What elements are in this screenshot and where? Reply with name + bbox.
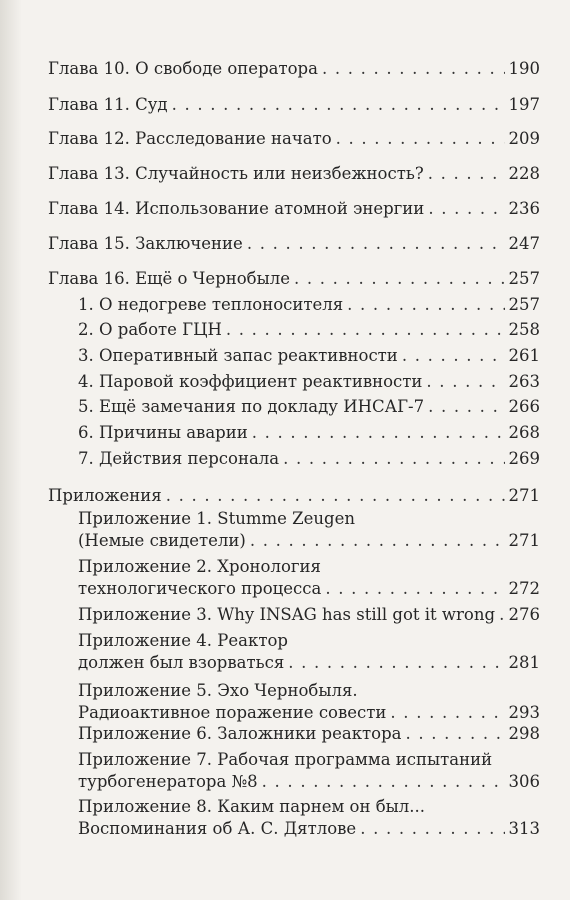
toc-title-line2: технологического процесса (78, 579, 322, 598)
toc-page-number: 281 (508, 653, 540, 672)
toc-title: Глава 11. Суд (48, 95, 168, 114)
toc-appendix-4[interactable] (0, 630, 570, 674)
toc-page-number: 228 (508, 164, 540, 183)
toc-page-number: 236 (508, 199, 540, 218)
toc-page-number: 209 (508, 129, 540, 148)
toc-title-line1: Приложение 1. Stumme Zeugen (78, 509, 355, 528)
toc-title: Глава 16. Ещё о Чернобыле (48, 269, 290, 288)
toc-title: 6. Причины аварии (78, 423, 248, 442)
toc-page-number: 257 (508, 269, 540, 288)
toc-title-line2: Радиоактивное поражение совести (78, 703, 387, 722)
toc-page-number: 306 (508, 772, 540, 791)
dot-leader (166, 485, 505, 507)
toc-title-line2: должен был взорваться (78, 653, 285, 672)
dot-leader (250, 530, 505, 552)
toc-title: 5. Ещё замечания по докладу ИНСАГ-7 (78, 397, 425, 416)
toc-title-line1: Приложение 8. Каким парнем он был... (78, 797, 425, 816)
toc-page-number: 271 (508, 486, 540, 505)
dot-leader (262, 771, 505, 793)
toc-page-number: 190 (508, 59, 540, 78)
toc-chapter-11[interactable] (0, 94, 570, 116)
toc-title: Приложение 6. Заложники реактора (78, 724, 402, 743)
dot-leader (428, 198, 504, 220)
toc-page-number: 269 (508, 449, 540, 468)
dot-leader (322, 58, 505, 80)
dot-leader (499, 604, 504, 626)
toc-title: Приложения (48, 486, 162, 505)
dot-leader (325, 578, 504, 600)
toc-title-line1: Приложение 5. Эхо Чернобыля. (78, 681, 358, 700)
dot-leader (360, 818, 504, 840)
toc-chapter-14[interactable] (0, 198, 570, 220)
dot-leader (347, 294, 504, 316)
toc-appendix-7[interactable] (0, 749, 570, 793)
toc-title: 2. О работе ГЦН (78, 320, 222, 339)
dot-leader (390, 702, 504, 724)
toc-page-number: 268 (508, 423, 540, 442)
dot-leader (336, 128, 505, 150)
dot-leader (283, 448, 504, 470)
dot-leader (172, 94, 505, 116)
dot-leader (402, 345, 505, 367)
toc-page-number: 266 (508, 397, 540, 416)
toc-section-2[interactable] (0, 319, 570, 341)
toc-page-number: 271 (508, 531, 540, 550)
dot-leader (428, 163, 505, 185)
toc-chapter-12[interactable] (0, 128, 570, 150)
toc-section-4[interactable] (0, 371, 570, 393)
toc-page-number: 276 (508, 605, 540, 624)
toc-appendix-6[interactable] (0, 723, 570, 745)
dot-leader (252, 422, 505, 444)
toc-title: Глава 12. Расследование начато (48, 129, 332, 148)
toc-title: 4. Паровой коэффициент реактивности (78, 372, 423, 391)
dot-leader (247, 233, 505, 255)
toc-section-3[interactable] (0, 345, 570, 367)
toc-title: 1. О недогреве теплоносителя (78, 295, 344, 314)
toc-title-line2: (Немые свидетели) (78, 531, 246, 550)
toc-title-line1: Приложение 4. Реактор (78, 631, 288, 650)
toc-appendix-8[interactable] (0, 796, 570, 840)
toc-title: Глава 10. О свободе оператора (48, 59, 318, 78)
dot-leader (288, 652, 504, 674)
toc-chapter-16[interactable] (0, 268, 570, 290)
toc-page-number: 263 (508, 372, 540, 391)
toc-section-6[interactable] (0, 422, 570, 444)
toc-page-number: 197 (508, 95, 540, 114)
toc-appendices[interactable] (0, 485, 570, 507)
toc-appendix-5[interactable] (0, 680, 570, 724)
toc-page-number: 272 (508, 579, 540, 598)
toc-title: Приложение 3. Why INSAG has still got it wrong (78, 605, 496, 624)
toc-chapter-10[interactable] (0, 58, 570, 80)
toc-page-number: 258 (508, 320, 540, 339)
toc-title-line1: Приложение 7. Рабочая программа испытаний (78, 750, 493, 769)
toc-section-5[interactable] (0, 396, 570, 418)
toc-title: Глава 14. Использование атомной энергии (48, 199, 425, 218)
dot-leader (406, 723, 505, 745)
dot-leader (428, 396, 504, 418)
toc-page-number: 298 (508, 724, 540, 743)
toc-appendix-1[interactable] (0, 508, 570, 552)
toc-title-line1: Приложение 2. Хронология (78, 557, 321, 576)
toc-section-1[interactable] (0, 294, 570, 316)
toc-title: Глава 15. Заключение (48, 234, 243, 253)
toc-page-number: 261 (508, 346, 540, 365)
dot-leader (226, 319, 505, 341)
toc-title: Глава 13. Случайность или неизбежность? (48, 164, 424, 183)
toc-section-7[interactable] (0, 448, 570, 470)
dot-leader (426, 371, 504, 393)
dot-leader (294, 268, 505, 290)
toc-appendix-3[interactable] (0, 604, 570, 626)
toc-page-number: 247 (508, 234, 540, 253)
toc-title-line2: турбогенератора №8 (78, 772, 258, 791)
toc-title: 7. Действия персонала (78, 449, 280, 468)
toc-page-number: 313 (508, 819, 540, 838)
toc-chapter-13[interactable] (0, 163, 570, 185)
toc-chapter-15[interactable] (0, 233, 570, 255)
toc-appendix-2[interactable] (0, 556, 570, 600)
toc-page-number: 293 (508, 703, 540, 722)
toc-title-line2: Воспоминания об А. С. Дятлове (78, 819, 357, 838)
toc-page-number: 257 (508, 295, 540, 314)
toc-title: 3. Оперативный запас реактивности (78, 346, 398, 365)
